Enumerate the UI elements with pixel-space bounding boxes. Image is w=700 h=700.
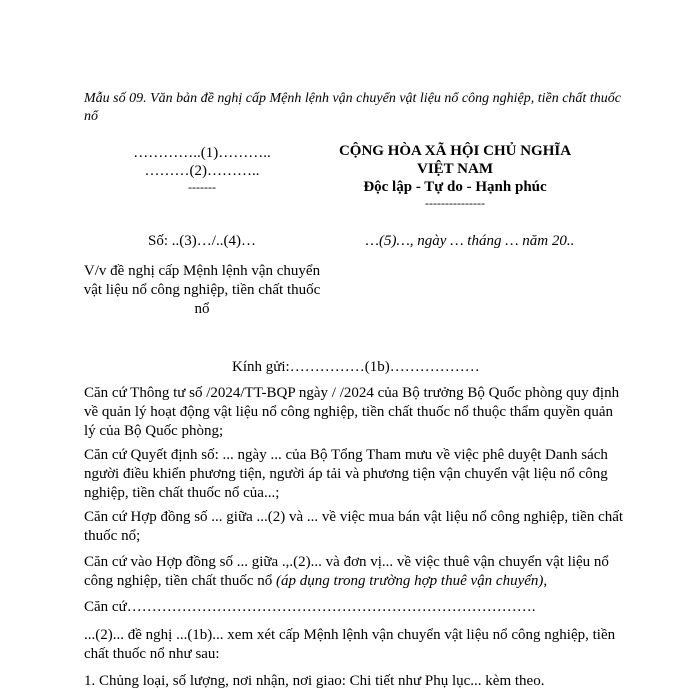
paragraph-legal-basis-purchase-contract: Căn cứ Hợp đồng số ... giữa ...(2) và ... về việc mua bán vật liệu nổ công nghiệp, tiền chất thuốc nổ; [84, 509, 624, 544]
paragraph-legal-basis-circular: Căn cứ Thông tư số /2024/TT-BQP ngày / /2024 của Bộ trưởng Bộ Quốc phòng quy định về quản lý hoạt động vật liệu nổ công nghiệp, tiền chất thuốc nổ thuộc thẩm quyền quản lý của Bộ Quốc phòng; [84, 385, 620, 439]
document-number: Số: ..(3)…/..(4)… [148, 233, 256, 249]
right-header-rule: --------------- [425, 196, 485, 210]
paragraph-item-1: 1. Chủng loại, số lượng, nơi nhận, nơi giao: Chi tiết như Phụ lục... kèm theo. [84, 673, 545, 689]
organization-line-1: …………..(1)……….. [133, 145, 271, 161]
transport-contract-text: Căn cứ vào Hợp đồng số ... giữa .,.(2)... và đơn vị... về việc thuê vận chuyển vật liệu nổ công nghiệp, tiền chất thuốc nổ [84, 554, 609, 589]
left-header-rule: ------- [188, 180, 216, 194]
national-motto: Độc lập - Tự do - Hạnh phúc [363, 179, 547, 195]
form-title: Mẫu số 09. Văn bản đề nghị cấp Mệnh lệnh vận chuyển vật liệu nổ công nghiệp, tiền chất thuốc nổ [84, 91, 621, 124]
document-subject: V/v đề nghị cấp Mệnh lệnh vận chuyển vật liệu nổ công nghiệp, tiền chất thuốc nổ [83, 263, 321, 317]
paragraph-legal-basis-transport-contract [84, 553, 624, 591]
country-name: CỘNG HÒA XÃ HỘI CHỦ NGHĨA VIỆT NAM [338, 143, 572, 177]
right-header [330, 142, 580, 210]
recipient-line: Kính gửi:……………(1b)……………… [232, 359, 480, 375]
transport-contract-end: , [543, 573, 548, 589]
paragraph-request: ...(2)... đề nghị ...(1b)... xem xét cấp Mệnh lệnh vận chuyển vật liệu nổ công nghiệp, tiền chất thuốc nổ như sau: [84, 627, 616, 662]
document-date: …(5)…, ngày … tháng … năm 20.. [365, 233, 575, 249]
transport-contract-note: (áp dụng trong trường hợp thuê vận chuyển) [276, 573, 544, 589]
organization-line-2: ………(2)……….. [144, 163, 260, 179]
left-header [84, 144, 320, 194]
paragraph-legal-basis-decision: Căn cứ Quyết định số: ... ngày ... của Bộ Tổng Tham mưu về việc phê duyệt Danh sách người điều khiển phương tiện, người áp tải và phương tiện vận chuyển vật liệu nổ công nghiệp, tiền chất thuốc nổ của...; [84, 447, 608, 501]
paragraph-other-basis: Căn cứ………………………………………………………………………. [84, 599, 536, 615]
